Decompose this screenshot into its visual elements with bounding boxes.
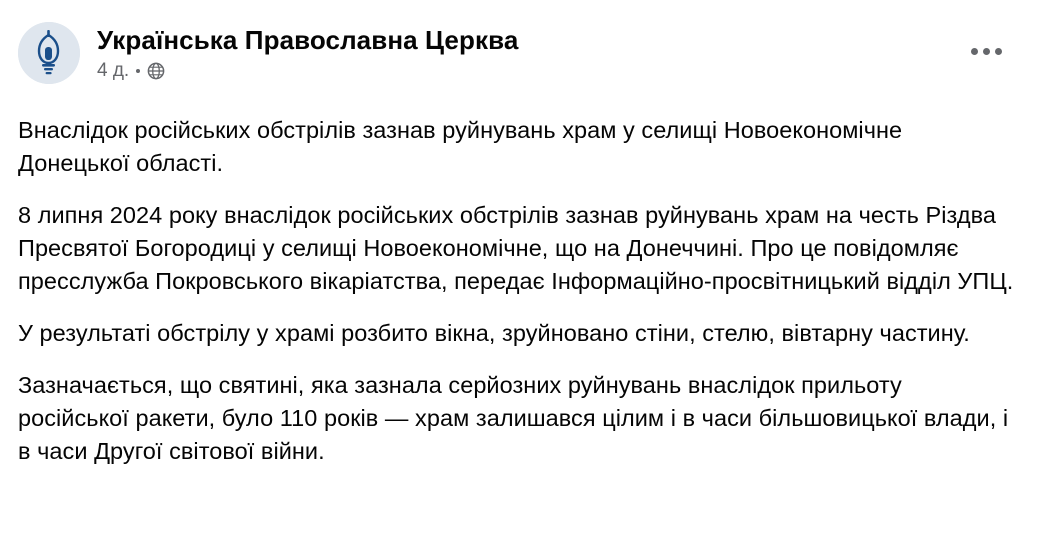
globe-icon[interactable] [147, 62, 165, 80]
post-body [18, 114, 1014, 468]
post-header-text [97, 22, 518, 82]
post-paragraph: Зазначається, що святині, яка зазнала серйозних руйнувань внаслідок прильоту російської ракети, було 110 років — храм залишався цілим і в часи більшовицької влади, і в часи Другої світової війни. [18, 372, 1009, 464]
page-name[interactable]: Українська Православна Церква [97, 25, 519, 55]
avatar[interactable] [18, 22, 80, 84]
post-paragraph: У результаті обстрілу у храмі розбито вікна, зруйновано стіни, стелю, вівтарну частину. [18, 320, 970, 346]
ellipsis-dot [995, 48, 1002, 55]
post-header [18, 22, 1014, 100]
post-meta [97, 60, 518, 82]
meta-separator-dot [136, 69, 140, 73]
post-paragraph: Внаслідок російських обстрілів зазнав руйнувань храм у селищі Новоекономічне Донецької області. [18, 117, 903, 176]
post-paragraph: 8 липня 2024 року внаслідок російських обстрілів зазнав руйнувань храм на честь Різдва Пресвятої Богородиці у селищі Новоекономічне, що на Донеччині. Про це повідомляє пресслужба Покровського вікаріатства, передає Інформаційно-просвітницький відділ УПЦ. [18, 202, 1014, 294]
ellipsis-dot [983, 48, 990, 55]
ellipsis-icon[interactable] [964, 36, 1008, 66]
ellipsis-dot [971, 48, 978, 55]
post-timestamp[interactable]: 4 д. [97, 60, 130, 81]
church-lamp-icon [18, 22, 80, 84]
